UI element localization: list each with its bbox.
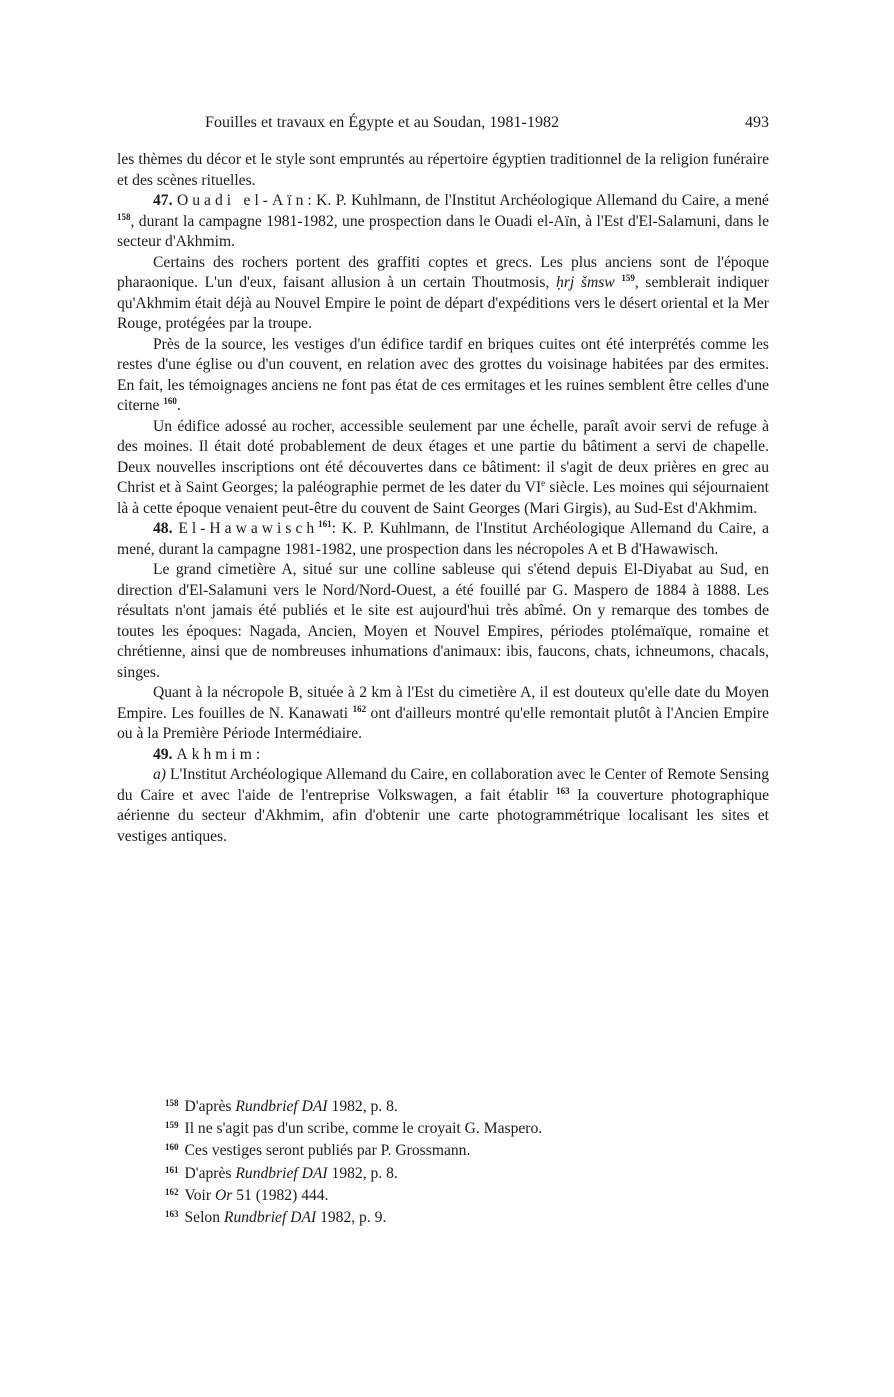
footnote-text: Voir <box>184 1186 215 1204</box>
site-name: Akhmim <box>176 745 256 763</box>
footnote-number: 158 <box>165 1098 179 1108</box>
superscript: e <box>541 478 546 488</box>
section-number: 48. <box>153 520 173 537</box>
footnote-number: 160 <box>165 1142 179 1153</box>
paragraph-text: Quant à la nécropole B, située à 2 km à l'Est du cimetière A, il est douteux qu'elle date du Moyen Empire. Les fouilles de N. Kanawati <box>117 684 769 722</box>
paragraph-text: Un édifice adossé au rocher, accessible seulement par une échelle, paraît avoir servi de refuge à des moines. Il était doté probablement de deux étages et une partie du bâtiment a servi de chapelle. Deux nouvelles inscriptions ont été découvertes dans ce bâtiment: il s'agit de deux prières en grec au Christ et à Saint Georges; la paléographie permet de les dater du VI <box>117 417 769 496</box>
footnote-text: 1982, p. 9. <box>316 1209 387 1227</box>
transliteration: ḥrj šmsw <box>556 274 615 291</box>
paragraph-text: Certains des rochers portent des graffiti coptes et grecs. Les plus anciens sont de l'époque pharaonique. L'un d'eux, faisant allusion à un certain Thoutmosis, <box>117 253 769 291</box>
paragraph <box>117 335 769 417</box>
footnote-number: 163 <box>165 1209 179 1220</box>
paragraph-text: : K. P. Kuhlmann, de l'Institut Archéologique Allemand du Caire, a mené, durant la campagne 1981-1982, une prospection dans les nécropoles A et B d'Hawawisch. <box>117 520 769 558</box>
footnote <box>165 1161 725 1183</box>
footnote-text: Il ne s'agit pas d'un scribe, comme le croyait G. Maspero. <box>184 1120 543 1138</box>
paragraph-text: , semblerait indiquer qu'Akhmim était déjà au Nouvel Empire le point de départ d'expéditions vers le désert oriental et la Mer Rouge, protégées par la troupe. <box>117 274 769 332</box>
paragraph: les thèmes du décor et le style sont empruntés au répertoire égyptien traditionnel de la religion funéraire et des scènes rituelles. <box>117 151 769 189</box>
section-number: 49. <box>153 745 173 763</box>
footnote <box>165 1205 725 1227</box>
footnote-title: Rundbrief DAI <box>235 1164 328 1182</box>
running-title: Fouilles et travaux en Égypte et au Soudan, 1981-1982 <box>205 114 560 131</box>
paragraph <box>117 253 769 335</box>
section-48 <box>117 519 769 560</box>
paragraph-text: siècle. Les moines qui séjournaient là à cette époque venaient peut-être du couvent de Saint Georges (Mari Girgis), au Sud-Est d'Akhmim. <box>117 479 769 517</box>
footnote-title: Or <box>214 1186 233 1204</box>
footnote-number: 161 <box>165 1164 179 1175</box>
footnote-title: Rundbrief DAI <box>235 1098 328 1115</box>
section-number: 47. <box>153 192 173 209</box>
paragraph <box>117 683 769 745</box>
footnote-ref: 158 <box>117 211 131 222</box>
footnote-ref: 160 <box>163 396 177 406</box>
paragraph-text: . <box>176 397 181 414</box>
footnote-text: 51 (1982) 444. <box>232 1186 329 1204</box>
footnote-text: Ces vestiges seront publiés par P. Grossmann. <box>184 1142 471 1160</box>
footnote-text: 1982, p. 8. <box>327 1098 398 1115</box>
section-49 <box>117 745 769 766</box>
site-name: El-Hawawisch <box>178 520 319 537</box>
paragraph-text: L'Institut Archéologique Allemand du Caire, en collaboration avec le Center of Remote Sensing du Caire et avec l'aide de l'entreprise Volkswagen, a fait établir <box>117 766 769 804</box>
footnote-ref: 163 <box>556 785 570 796</box>
main-text <box>117 150 769 847</box>
paragraph-text: , durant la campagne 1981-1982, une prospection dans le Ouadi el-Aïn, à l'Est d'El-Salamuni, dans le secteur d'Akhmim. <box>117 212 769 250</box>
footnote-number: 159 <box>165 1120 179 1131</box>
footnote-ref: 162 <box>352 703 367 714</box>
footnote <box>165 1094 725 1116</box>
footnote <box>165 1116 725 1138</box>
footnote <box>165 1183 725 1205</box>
paragraph: Le grand cimetière A, situé sur une colline sableuse qui s'étend depuis El-Diyabat au Sud, en direction d'El-Salamuni vers le Nord/Nord-Ouest, a été fouillé par G. Maspero de 1884 à 1888. Les résultats n'ont jamais été publiés et le site est aujourd'hui très abîmé. On y remarque des tombes de toutes les époques: Nagada, Ancien, Moyen et Nouvel Empires, périodes ptolémaïque, romaine et chrétienne, ainsi que de nombreuses inhumations d'animaux: ibis, faucons, chats, ichneumons, chacals, singes. <box>117 561 769 681</box>
footnote <box>165 1138 725 1160</box>
section-47 <box>117 191 769 253</box>
paragraph-text: Près de la source, les vestiges d'un édifice tardif en briques cuites ont été interprétés comme les restes d'une église ou d'un couvent, en relation avec des grottes du voisinage habitées par des ermites. En fait, les témoignages anciens ne font pas état de ces ermitages et les ruines semblent être celles d'une citerne <box>117 335 769 414</box>
footnote-title: Rundbrief DAI <box>223 1209 317 1227</box>
footnote-ref: 159 <box>621 273 635 283</box>
footnote-text: Selon <box>184 1209 224 1227</box>
footnote-ref: 161 <box>318 519 332 529</box>
paragraph <box>117 765 769 847</box>
paragraph <box>117 417 769 520</box>
footnote-text: D'après <box>184 1164 236 1182</box>
footnote-text: D'après <box>184 1098 236 1115</box>
footnote-number: 162 <box>165 1186 179 1197</box>
footnotes <box>165 1094 725 1227</box>
paragraph-text: ont d'ailleurs montré qu'elle remontait plutôt à l'Ancien Empire ou à la Première Période Intermédiaire. <box>117 704 769 742</box>
paragraph-text: la couverture photographique aérienne du secteur d'Akhmim, afin d'obtenir une carte photogrammétrique localisant les sites et vestiges antiques. <box>117 786 769 845</box>
site-name: Ouadi el-Aïn <box>176 192 308 209</box>
paragraph-text: : K. P. Kuhlmann, de l'Institut Archéologique Allemand du Caire, a mené <box>307 192 769 209</box>
item-label: a) <box>153 766 166 783</box>
paragraph-text: : <box>255 745 261 763</box>
page-number: 493 <box>745 114 769 131</box>
footnote-text: 1982, p. 8. <box>327 1164 398 1182</box>
